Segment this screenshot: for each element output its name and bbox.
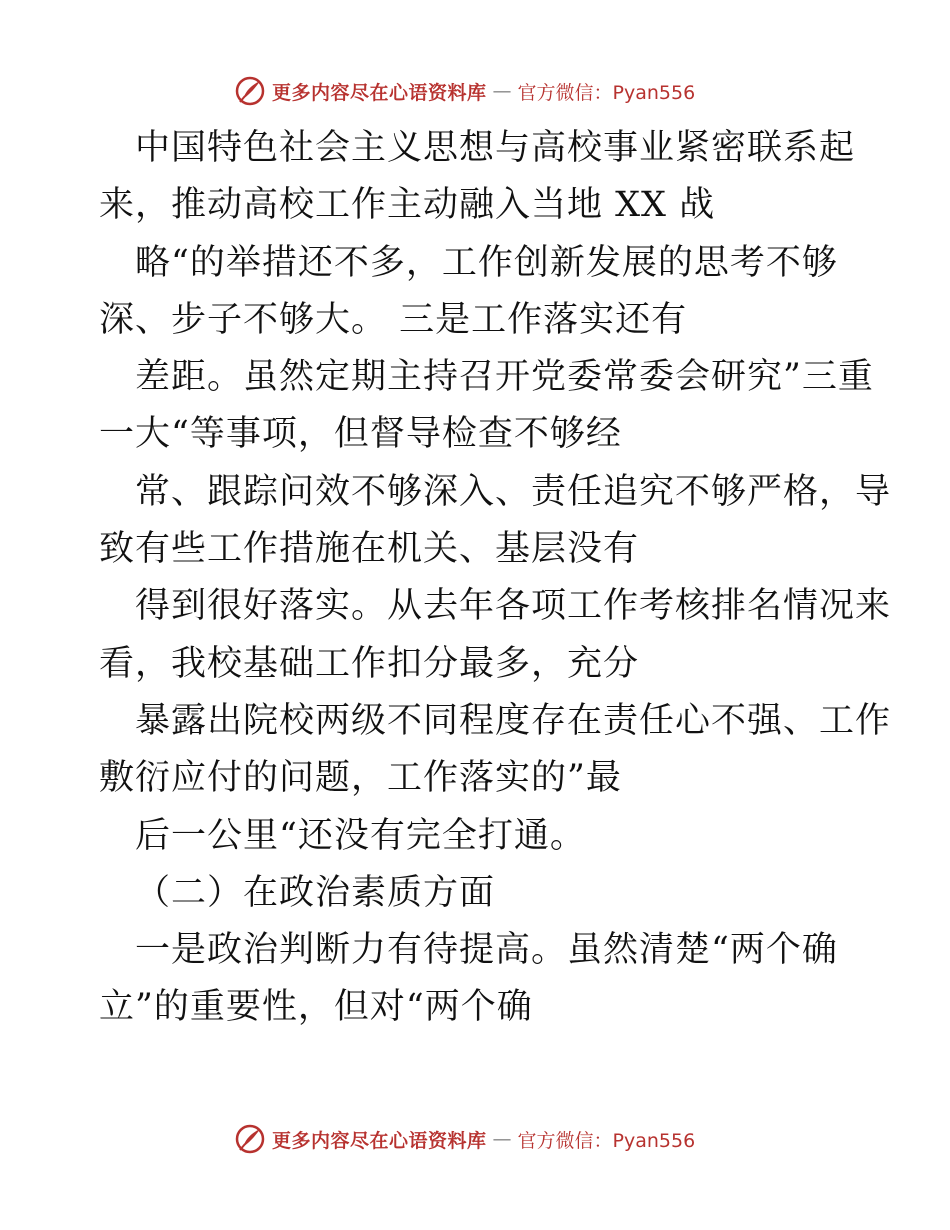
text-line: 常、跟踪问效不够深入、责任追究不够严格，导 xyxy=(135,471,892,512)
document-body xyxy=(99,120,892,1037)
watermark-separator: — xyxy=(492,80,512,102)
feather-pen-logo-icon xyxy=(234,75,266,107)
feather-pen-logo-icon xyxy=(234,1123,266,1155)
text-line: 后一公里“还没有完全打通。 xyxy=(135,815,586,856)
watermark-separator: — xyxy=(492,1128,512,1150)
text-line: 深、步子不够大。 三是工作落实还有 xyxy=(99,299,688,340)
text-line: 一是政治判断力有待提高。虽然清楚“两个确 xyxy=(135,930,838,971)
text-line: 敷衍应付的问题，工作落实的”最 xyxy=(99,758,622,799)
text-line: 致有些工作措施在机关、基层没有 xyxy=(99,529,640,570)
text-line: 看，我校基础工作扣分最多，充分 xyxy=(99,643,640,684)
header-watermark xyxy=(234,74,695,108)
watermark-brand-text: 更多内容尽在心语资料库 xyxy=(272,81,487,104)
text-line: 立”的重要性，但对“两个确 xyxy=(99,987,533,1028)
text-line: 得到很好落实。从去年各项工作考核排名情况来 xyxy=(135,586,892,627)
footer-watermark xyxy=(234,1122,695,1156)
watermark-contact: 官方微信：Pyan556 xyxy=(517,81,696,104)
text-line: 中国特色社会主义思想与高校事业紧密联系起 xyxy=(135,128,856,168)
watermark-brand-text: 更多内容尽在心语资料库 xyxy=(272,1129,487,1152)
text-line: 差距。虽然定期主持召开党委常委会研究”三重 xyxy=(135,357,874,398)
text-line: 一大“等事项，但督导检查不够经 xyxy=(99,414,622,455)
text-line: 来，推动高校工作主动融入当地 XX 战 xyxy=(99,185,716,226)
text-line: 暴露出院校两级不同程度存在责任心不强、工作 xyxy=(135,700,892,741)
text-line: 略“的举措还不多，工作创新发展的思考不够 xyxy=(135,242,838,283)
watermark-contact: 官方微信：Pyan556 xyxy=(517,1129,696,1152)
section-heading: （二）在政治素质方面 xyxy=(135,872,496,913)
